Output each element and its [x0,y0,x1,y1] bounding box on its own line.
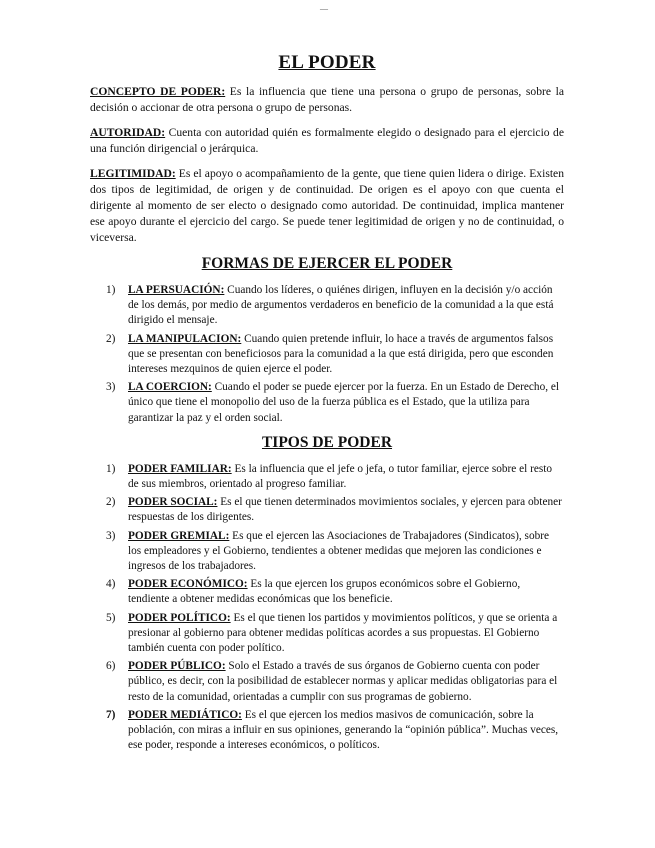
list-item-text: Es la que ejercen los grupos económicos sobre el Gobierno, tendiente a obtener medidas económicas que los beneficie. [128,578,521,606]
list-item-term: PODER PÚBLICO: [128,660,226,673]
tipos-list [90,462,564,754]
list-item-text: Es que el ejercen las Asociaciones de Trabajadores (Sindicatos), sobre los empleadores y el Gobierno, tendientes a obtener medidas que mejoren las condiciones e ingresos de los trabajadores. [128,529,550,573]
list-item-number: 3) [106,381,116,394]
list-item-number: 3) [106,529,116,542]
list-item-text: Es el que tienen los partidos y movimientos políticos, y que se orienta a presionar al gobierno para obtener medidas políticas acordes a sus propuestas. El Gobierno también cuenta con poder político. [128,611,558,655]
list-item-number: 7) [106,708,116,721]
definition-text: Cuenta con autoridad quién es formalmente elegido o designado para el ejercicio de una función dirigencial o jerárquica. [90,126,564,155]
formas-list [90,283,564,426]
list-item-term: PODER POLÍTICO: [128,611,231,624]
definition-text: Es el apoyo o acompañamiento de la gente, que tiene quien lidera o dirige. Existen dos tipos de legitimidad, de origen y de continuidad. De origen es el apoyo con que cuenta el dirigente al momento de ser electo o designado como autoridad. De continuidad, implica mantener ese apoyo durante el ejercicio del cargo. Se puede tener legitimidad de origen y no de continuidad, o viceversa. [90,167,564,244]
list-item [90,332,564,378]
definition-term: AUTORIDAD: [90,126,166,139]
definition-concepto [90,84,564,116]
list-item [90,529,564,575]
page-top-mark: — [320,4,328,13]
list-item-number: 4) [106,578,116,591]
list-item-term: PODER MEDIÁTICO: [128,708,242,721]
section-title-tipos: TIPOS DE PODER [261,433,393,451]
list-item-term: LA MANIPULACION: [128,332,242,345]
definition-term: CONCEPTO DE PODER: [90,85,226,98]
list-item-number: 2) [106,496,116,509]
list-item [90,283,564,329]
list-item-number: 6) [106,660,116,673]
list-item-term: PODER FAMILIAR: [128,462,232,475]
list-item-term: LA PERSUACIÓN: [128,284,225,296]
list-item-text: Cuando quien pretende influir, lo hace a través de argumentos falsos que se presentan con beneficiosos para la comunidad a la que está dirigida, pero que esconden intereses mezquinos de quien ejerce el poder. [128,332,554,376]
list-item [90,611,564,657]
list-item-text: Cuando el poder se puede ejercer por la fuerza. En un Estado de Derecho, el único que tiene el monopolio del uso de la fuerza pública es el Estado, que la utiliza para garantizar la paz y el orden social. [128,381,560,424]
list-item-term: PODER SOCIAL: [128,496,218,509]
definition-term: LEGITIMIDAD: [90,167,176,180]
list-item [90,462,564,492]
list-item [90,495,564,525]
list-item-text: Es la influencia que el jefe o jefa, o tutor familiar, ejerce sobre el resto de sus miembros, orientado al progreso familiar. [128,462,553,491]
definition-text: Es la influencia que tiene una persona o grupo de personas, sobre la decisión o accionar de otra persona o grupo de personas. [90,85,564,114]
list-item-term: PODER GREMIAL: [128,529,230,542]
list-item-text: Es el que tienen determinados movimientos sociales, y ejercen para obtener respuestas de los dirigentes. [128,496,562,524]
list-item-term: LA COERCION: [128,381,212,394]
definition-legitimidad [90,166,564,246]
section-title-formas: FORMAS DE EJERCER EL PODER [201,255,453,272]
list-item [90,659,564,705]
list-item-term: PODER ECONÓMICO: [128,578,248,591]
list-item [90,380,564,426]
list-item [90,708,564,754]
list-item-number: 2) [106,332,116,345]
document-title: EL PODER [278,52,376,73]
list-item-text: Solo el Estado a través de sus órganos de Gobierno cuenta con poder público, es decir, con la posibilidad de establecer normas y aplicar medidas obligatorias para el resto de la comunidad, orientadas a cumplir con sus programas de gobierno. [128,660,558,703]
definition-autoridad [90,125,564,157]
list-item-text: Es el que ejercen los medios masivos de comunicación, sobre la población, con miras a influir en sus opiniones, generando la “opinión pública”. Muchas veces, ese poder, responde a intereses económicos, o políticos. [128,708,559,752]
list-item-number: 5) [106,611,116,624]
list-item [90,577,564,607]
list-item-number: 1) [106,462,116,475]
document-page [90,52,564,759]
list-item-text: Cuando los líderes, o quiénes dirigen, influyen en la decisión y/o acción de los demás, por medio de argumentos verdaderos en beneficio de la comunidad a la que está dirigido el mensaje. [128,284,554,327]
list-item-number: 1) [106,284,116,296]
